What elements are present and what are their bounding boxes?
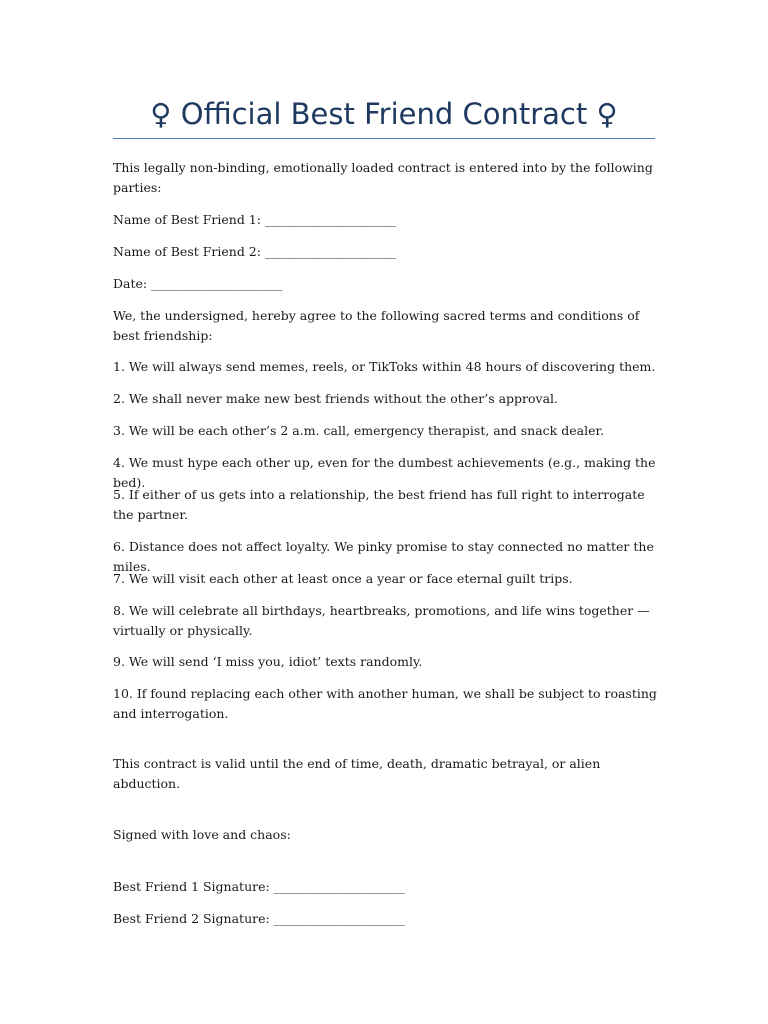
term-item: 3. We will be each other’s 2 a.m. call, emergency therapist, and snack dealer. — [113, 423, 605, 438]
friend1-name-field: Name of Best Friend 1: _____________________ — [113, 212, 397, 227]
term-item: 5. If either of us gets into a relationship, the best friend has full right to interrogate the partner. — [113, 487, 645, 522]
friend1-signature-field: Best Friend 1 Signature: _____________________ — [113, 879, 405, 894]
document-title: ♀ Official Best Friend Contract ♀ — [150, 97, 618, 131]
agreement-paragraph: We, the undersigned, hereby agree to the following sacred terms and conditions of best friendship: — [113, 308, 640, 343]
term-item: 4. We must hype each other up, even for the dumbest achievements (e.g., making the bed). — [113, 455, 656, 490]
term-item: 2. We shall never make new best friends without the other’s approval. — [113, 391, 559, 406]
validity-paragraph: This contract is valid until the end of time, death, dramatic betrayal, or alien abduction. — [113, 756, 601, 791]
term-item: 1. We will always send memes, reels, or TikToks within 48 hours of discovering them. — [113, 359, 656, 374]
signoff-line: Signed with love and chaos: — [113, 827, 291, 842]
term-item: 6. Distance does not affect loyalty. We pinky promise to stay connected no matter the miles. — [113, 539, 654, 574]
friend2-name-field: Name of Best Friend 2: _____________________ — [113, 244, 397, 259]
term-item: 8. We will celebrate all birthdays, heartbreaks, promotions, and life wins together — virtually or physically. — [113, 603, 650, 638]
term-item: 9. We will send ‘I miss you, idiot’ texts randomly. — [113, 654, 423, 669]
friend2-signature-field: Best Friend 2 Signature: _____________________ — [113, 911, 405, 926]
term-item: 7. We will visit each other at least once a year or face eternal guilt trips. — [113, 571, 573, 586]
intro-paragraph: This legally non-binding, emotionally loaded contract is entered into by the following parties: — [113, 160, 653, 195]
date-field: Date: _____________________ — [113, 276, 283, 291]
title-underline — [113, 138, 655, 139]
term-item: 10. If found replacing each other with another human, we shall be subject to roasting and interrogation. — [113, 686, 657, 721]
